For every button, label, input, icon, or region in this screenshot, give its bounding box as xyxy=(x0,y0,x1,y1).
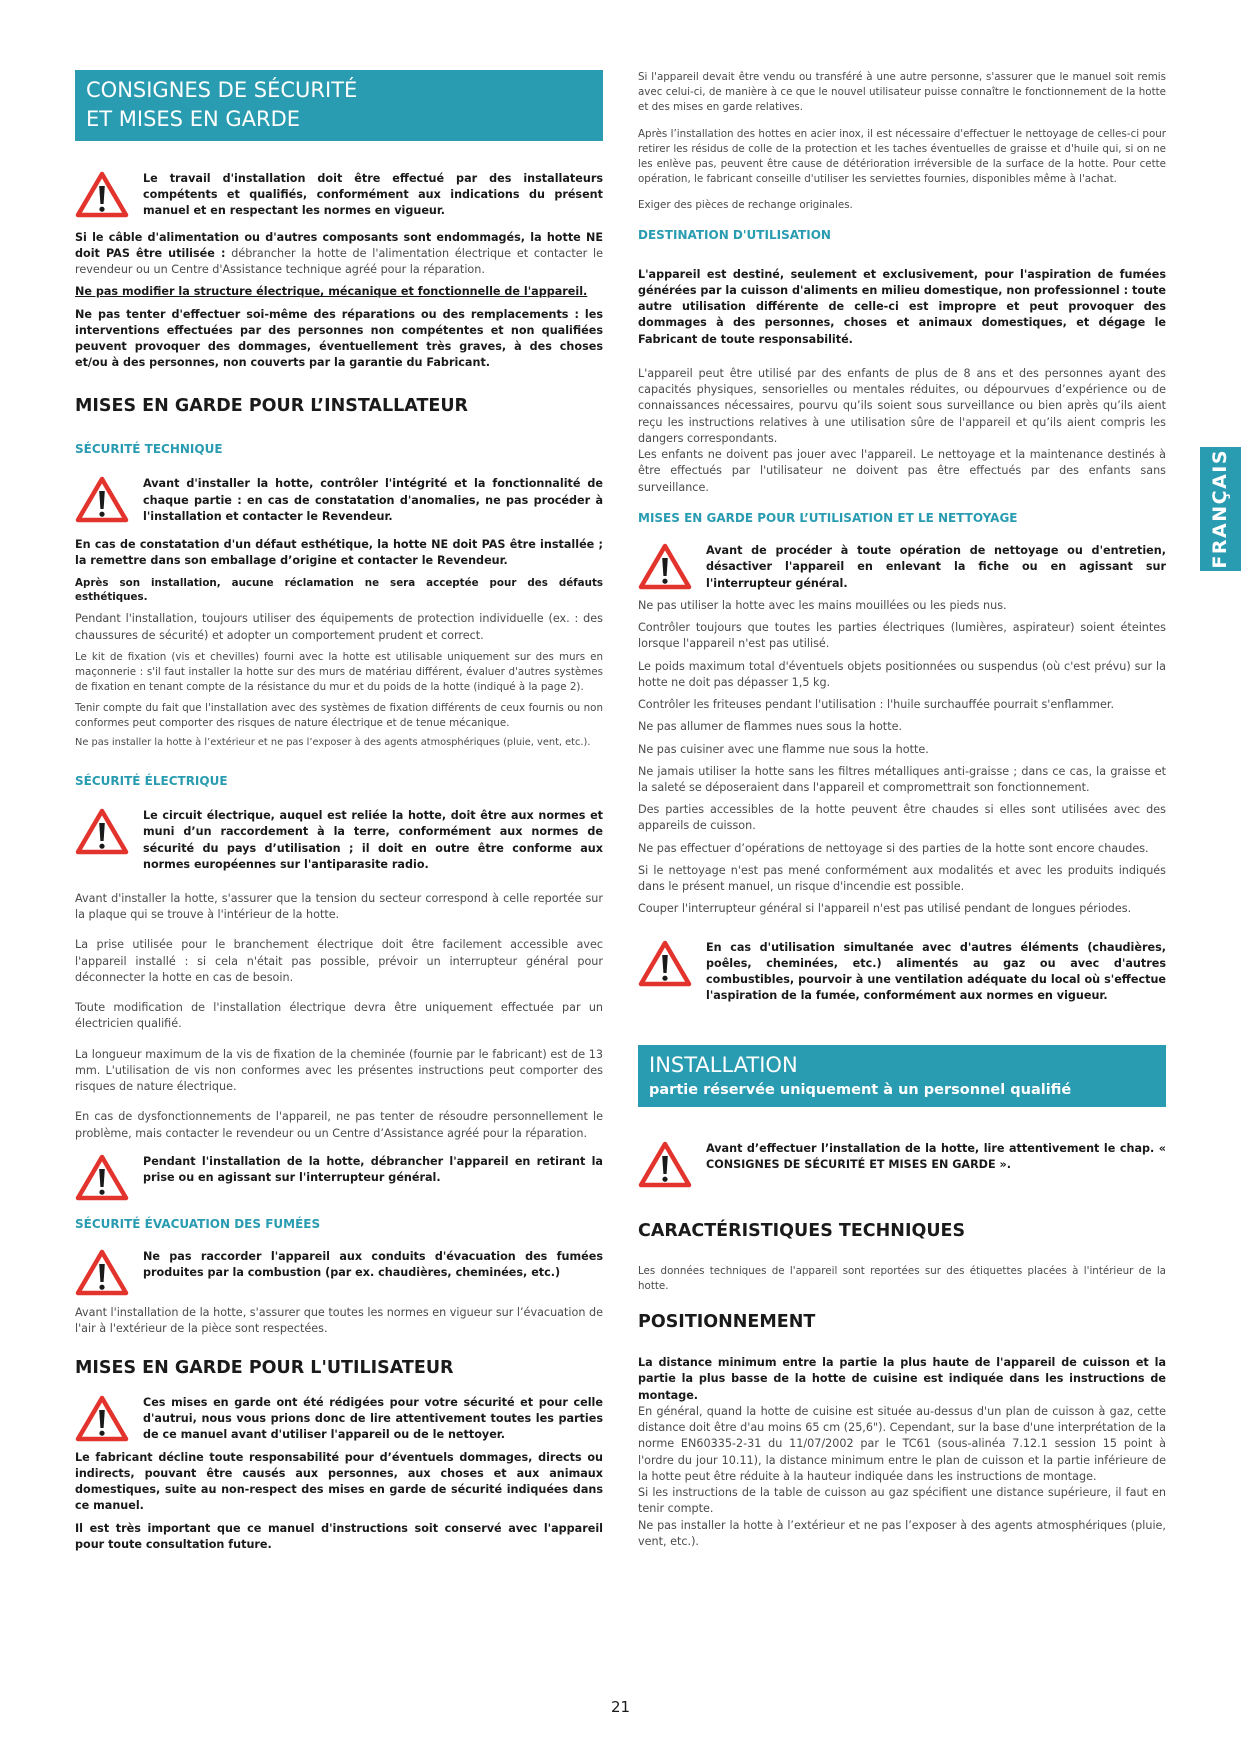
paragraph: Après l’installation des hottes en acier inox, il est nécessaire d'effectuer le nettoyage de celles-ci pour retirer les résidus de colle de la protection et les taches éventuelles de graisse et d'huile qui, si on ne les enlève pas, peuvent être cause de détérioration irréversible de la surface de la hotte. Pour cette opération, le fabricant conseille d'utiliser les serviettes fournies, disponibles même à l'achat. xyxy=(638,127,1166,185)
paragraph: Avant d'installer la hotte, s'assurer que la tension du secteur correspond à celle reportée sur la plaque qui se trouve à l'intérieur de la hotte. xyxy=(75,891,603,922)
warning-triangle-icon xyxy=(75,171,129,219)
paragraph: Contrôler toujours que toutes les parties électriques (lumières, aspirateur) soient éteintes lorsque l'appareil n'est pas utilisé. xyxy=(638,621,1166,651)
language-side-tab xyxy=(1200,447,1241,571)
paragraph: Après son installation, aucune réclamation ne sera acceptée pour des défauts esthétiques. xyxy=(75,576,603,604)
paragraph: Si l'appareil devait être vendu ou transféré à une autre personne, s'assurer que le manuel soit remis avec celui-ci, de manière à ce que le nouvel utilisateur puisse connaître le fonctionnement de la hotte et des mises en garde relatives. xyxy=(638,71,1166,113)
warning-text: Pendant l'installation de la hotte, débrancher l'appareil en retirant la prise ou en agissant sur l'interrupteur général. xyxy=(143,1154,603,1185)
left-column xyxy=(75,70,603,1559)
language-label: FRANÇAIS xyxy=(1208,449,1231,569)
paragraph: La distance minimum entre la partie la plus haute de l'appareil de cuisson et la partie la plus basse de la hotte de cuisine est indiquée dans les instructions de montage. xyxy=(638,1356,1166,1402)
paragraph: Le fabricant décline toute responsabilité pour d’éventuels dommages, directs ou indirects, pouvant être causés aux personnes, aux choses et aux animaux domestiques, suite au non-respect des mises en garde de sécurité indiquées dans ce manuel. xyxy=(75,1450,603,1513)
warning-block xyxy=(638,1141,1166,1189)
paragraph: En cas de constatation d'un défaut esthétique, la hotte NE doit PAS être installée ; la remettre dans son emballage d’origine et contacter le Revendeur. xyxy=(75,538,603,568)
right-column xyxy=(638,70,1166,1556)
warning-block xyxy=(75,476,603,525)
paragraph: Il est très important que ce manuel d'instructions soit conservé avec l'appareil pour toute consultation future. xyxy=(75,1521,603,1551)
warning-text: Ces mises en garde ont été rédigées pour votre sécurité et pour celle d'autrui, nous vous prions donc de lire attentivement toutes les parties de ce manuel avant d'utiliser l'appareil ou de le nettoyer. xyxy=(143,1396,603,1442)
paragraph: Ne pas cuisiner avec une flamme nue sous la hotte. xyxy=(638,742,929,756)
subsection-heading: MISES EN GARDE POUR L’UTILISATION ET LE NETTOYAGE xyxy=(638,510,1018,525)
paragraph: Des parties accessibles de la hotte peuvent être chaudes si elles sont utilisées avec des appareils de cuisson. xyxy=(638,803,1166,833)
warning-text: Avant d’effectuer l’installation de la hotte, lire attentivement le chap. « CONSIGNES DE SÉCURITÉ ET MISES EN GARDE ». xyxy=(706,1141,1166,1171)
section-heading: MISES EN GARDE POUR L'UTILISATEUR xyxy=(75,1357,454,1378)
paragraph: Ne pas tenter d'effectuer soi-même des réparations ou des remplacements : les interventions effectuées par des personnes non compétentes et non qualifiées peuvent provoquer des dommages, éventuellement très graves, à des choses et/ou à des personnes, non couverts par la garantie du Fabricant. xyxy=(75,307,603,370)
paragraph: Toute modification de l'installation électrique devra être uniquement effectuée par un électricien qualifié. xyxy=(75,1001,603,1031)
warning-block xyxy=(75,808,603,873)
subsection-heading: DESTINATION D'UTILISATION xyxy=(638,228,831,243)
warning-block xyxy=(638,543,1166,592)
paragraph xyxy=(75,230,603,279)
paragraph: La longueur maximum de la vis de fixation de la cheminée (fournie par le fabricant) est de 13 mm. L'utilisation de vis non conformes avec les présentes instructions peut comporter des risques de nature électrique. xyxy=(75,1047,603,1094)
paragraph: Les enfants ne doivent pas jouer avec l'appareil. Le nettoyage et la maintenance destinés à être effectués par l'utilisateur ne doivent pas être effectués par des enfants sans surveillance. xyxy=(638,448,1166,494)
warning-text: Le travail d'installation doit être effectué par des installateurs compétents et qualifiés, conformément aux indications du présent manuel et en respectant les normes en vigueur. xyxy=(143,172,603,218)
paragraph: Tenir compte du fait que l'installation avec des systèmes de fixation différents de ceux fournis ou non conformes peut comporter des risques de nature électrique et de tenue mécanique. xyxy=(75,701,603,729)
paragraph: Couper l'interrupteur général si l'appareil n'est pas utilisé pendant de longues périodes. xyxy=(638,902,1132,916)
subsection-heading: SÉCURITÉ ÉLECTRIQUE xyxy=(75,773,228,788)
paragraph: En général, quand la hotte de cuisine est située au-dessus d'un plan de cuisson à gaz, cette distance doit être d'au moins 65 cm (25,6"). Cependant, sur la base d'une interprétation de la norme EN60335-2-31 du 11/07/2002 par le TC61 (sous-alinéa 7.12.1 session 15 point à l'ordre du jour 10.11), la distance minimum entre le plan de cuisson et la partie inférieure de la hotte peut être réduite à la hauteur indiquée dans les instructions de montage. xyxy=(638,1404,1166,1483)
section-heading: CARACTÉRISTIQUES TECHNIQUES xyxy=(638,1220,966,1241)
paragraph: Ne pas modifier la structure électrique, mécanique et fonctionnelle de l'appareil. xyxy=(75,285,588,299)
bold-lead: Si le câble d'alimentation ou d'autres composants sont endommagés, la hotte NE doit PAS être utilisée : xyxy=(75,230,603,260)
paragraph: Ne pas effectuer d’opérations de nettoyage si des parties de la hotte sont encore chaudes. xyxy=(638,841,1149,855)
subsection-heading: SÉCURITÉ TECHNIQUE xyxy=(75,441,223,456)
warning-text: En cas d'utilisation simultanée avec d'autres éléments (chaudières, poêles, cheminées, etc.) alimentés au gaz ou avec d'autres combustibles, pourvoir à une ventilation adéquate du local où s'effectue l'aspiration de la fumée, conformément aux normes en vigueur. xyxy=(706,940,1166,1003)
warning-triangle-icon xyxy=(75,1249,129,1297)
paragraph: Le poids maximum total d'éventuels objets positionnées ou suspendus (où c'est prévu) sur la hotte ne doit pas dépasser 1,5 kg. xyxy=(638,659,1166,689)
paragraph: Ne jamais utiliser la hotte sans les filtres métalliques anti-graisse ; dans ce cas, la graisse et la saleté se déposeraient dans l'appareil et compromettrait son fonctionnement. xyxy=(638,764,1166,795)
subsection-heading: SÉCURITÉ ÉVACUATION DES FUMÉES xyxy=(75,1216,321,1231)
paragraph: Exiger des pièces de rechange originales. xyxy=(638,199,853,212)
paragraph: Ne pas allumer de flammes nues sous la hotte. xyxy=(638,720,903,734)
paragraph: Avant l'installation de la hotte, s'assurer que toutes les normes en vigueur sur l’évacuation de l'air à l'extérieur de la pièce sont respectées. xyxy=(75,1306,603,1336)
paragraph: Ne pas utiliser la hotte avec les mains mouillées ou les pieds nus. xyxy=(638,598,1007,612)
warning-text: Avant d'installer la hotte, contrôler l'intégrité et la fonctionnalité de chaque partie : en cas de constatation d'anomalies, ne pas procéder à l'installation et contacter le Revendeur. xyxy=(143,477,603,523)
warning-text: Avant de procéder à toute opération de nettoyage ou d'entretien, désactiver l'appareil en enlevant la fiche ou en agissant sur l'interrupteur général. xyxy=(706,544,1166,590)
warning-block xyxy=(75,1249,603,1297)
paragraph: En cas de dysfonctionnements de l'appareil, ne pas tenter de résoudre personnellement le problème, mais contacter le revendeur ou un Centre d’Assistance agréé pour la réparation. xyxy=(75,1110,603,1140)
section-heading: MISES EN GARDE POUR L’INSTALLATEUR xyxy=(75,395,469,416)
page-number: 21 xyxy=(610,1698,631,1716)
paragraph: Pendant l'installation, toujours utiliser des équipements de protection individuelle (ex. : des chaussures de sécurité) et adopter un comportement prudent et correct. xyxy=(75,612,603,642)
warning-triangle-icon xyxy=(75,1395,129,1443)
paragraph: L'appareil est destiné, seulement et exclusivement, pour l'aspiration de fumées générées par la cuisson d'aliments en milieu domestique, non professionnel : toute autre utilisation différente de celle-ci est impropre et peut provoquer des dommages à des personnes, choses et animaux domestiques, et dégage le Fabricant de toute responsabilité. xyxy=(638,267,1166,346)
banner-subtitle: partie réservée uniquement à un personnel qualifié xyxy=(649,1081,1072,1098)
warning-block xyxy=(638,940,1166,1005)
banner-title: INSTALLATION xyxy=(649,1052,798,1077)
section-heading: POSITIONNEMENT xyxy=(638,1311,816,1332)
warning-text: Ne pas raccorder l'appareil aux conduits d'évacuation des fumées produites par la combustion (par ex. chaudières, cheminées, etc.) xyxy=(143,1250,603,1280)
paragraph: Le kit de fixation (vis et chevilles) fourni avec la hotte est utilisable uniquement sur des murs en maçonnerie : s'il faut installer la hotte sur des murs de matériau différent, évaluer d'autres systèmes de fixation en tenant compte de la résistance du mur et du poids de la hotte (indiqué à la page 2). xyxy=(75,650,603,693)
paragraph: Les données techniques de l'appareil sont reportées sur des étiquettes placées à l'intérieur de la hotte. xyxy=(638,1264,1166,1292)
paragraph: Contrôler les friteuses pendant l'utilisation : l'huile surchauffée pourrait s'enflammer. xyxy=(638,698,1115,712)
warning-triangle-icon xyxy=(75,1154,129,1202)
warning-text: Le circuit électrique, auquel est reliée la hotte, doit être aux normes et muni d’un raccordement à la terre, conformément aux normes de sécurité du pays d’utilisation ; il doit en outre être conforme aux normes européennes sur l'antiparasite radio. xyxy=(143,809,603,871)
paragraph: Ne pas installer la hotte à l’extérieur et ne pas l’exposer à des agents atmosphériques (pluie, vent, etc.). xyxy=(75,737,591,749)
banner-title-line2: ET MISES EN GARDE xyxy=(86,107,301,131)
warning-triangle-icon xyxy=(75,476,129,524)
warning-triangle-icon xyxy=(638,543,692,591)
paragraph: Ne pas installer la hotte à l’extérieur et ne pas l’exposer à des agents atmosphériques (pluie, vent, etc.). xyxy=(638,1518,1166,1548)
paragraph: La prise utilisée pour le branchement électrique doit être facilement accessible avec l'appareil installé : si cela n'était pas possible, prévoir un interrupteur général pour déconnecter la hotte en cas de besoin. xyxy=(75,938,603,984)
warning-block xyxy=(75,1154,603,1202)
warning-block xyxy=(75,1395,603,1444)
paragraph: L'appareil peut être utilisé par des enfants de plus de 8 ans et des personnes ayant des capacités physiques, sensorielles ou mentales réduites, ou dépourvues d’expérience ou de connaissances nécessaires, pourvu qu’ils soient sous surveillance ou bien après qu’ils aient reçu les instructions relatives à une utilisation sûre de l'appareil et qu’ils aient compris les dangers correspondants. xyxy=(638,366,1166,445)
paragraph: Si les instructions de la table de cuisson au gaz spécifient une distance supérieure, il faut en tenir compte. xyxy=(638,1486,1166,1516)
paragraph: Si le nettoyage n'est pas mené conformément aux modalités et avec les produits indiqués dans le présent manuel, un risque d'incendie est possible. xyxy=(638,863,1166,894)
warning-triangle-icon xyxy=(75,808,129,856)
warning-triangle-icon xyxy=(638,940,692,988)
paragraph-rest: débrancher la hotte de l'alimentation électrique et contacter le revendeur ou un Centre d'Assistance technique agréé pour la réparation. xyxy=(75,246,603,277)
banner-title-line1: CONSIGNES DE SÉCURITÉ xyxy=(86,78,358,102)
warning-block xyxy=(75,171,603,220)
warning-triangle-icon xyxy=(638,1141,692,1189)
safety-banner xyxy=(75,70,603,141)
installation-banner xyxy=(638,1045,1166,1107)
